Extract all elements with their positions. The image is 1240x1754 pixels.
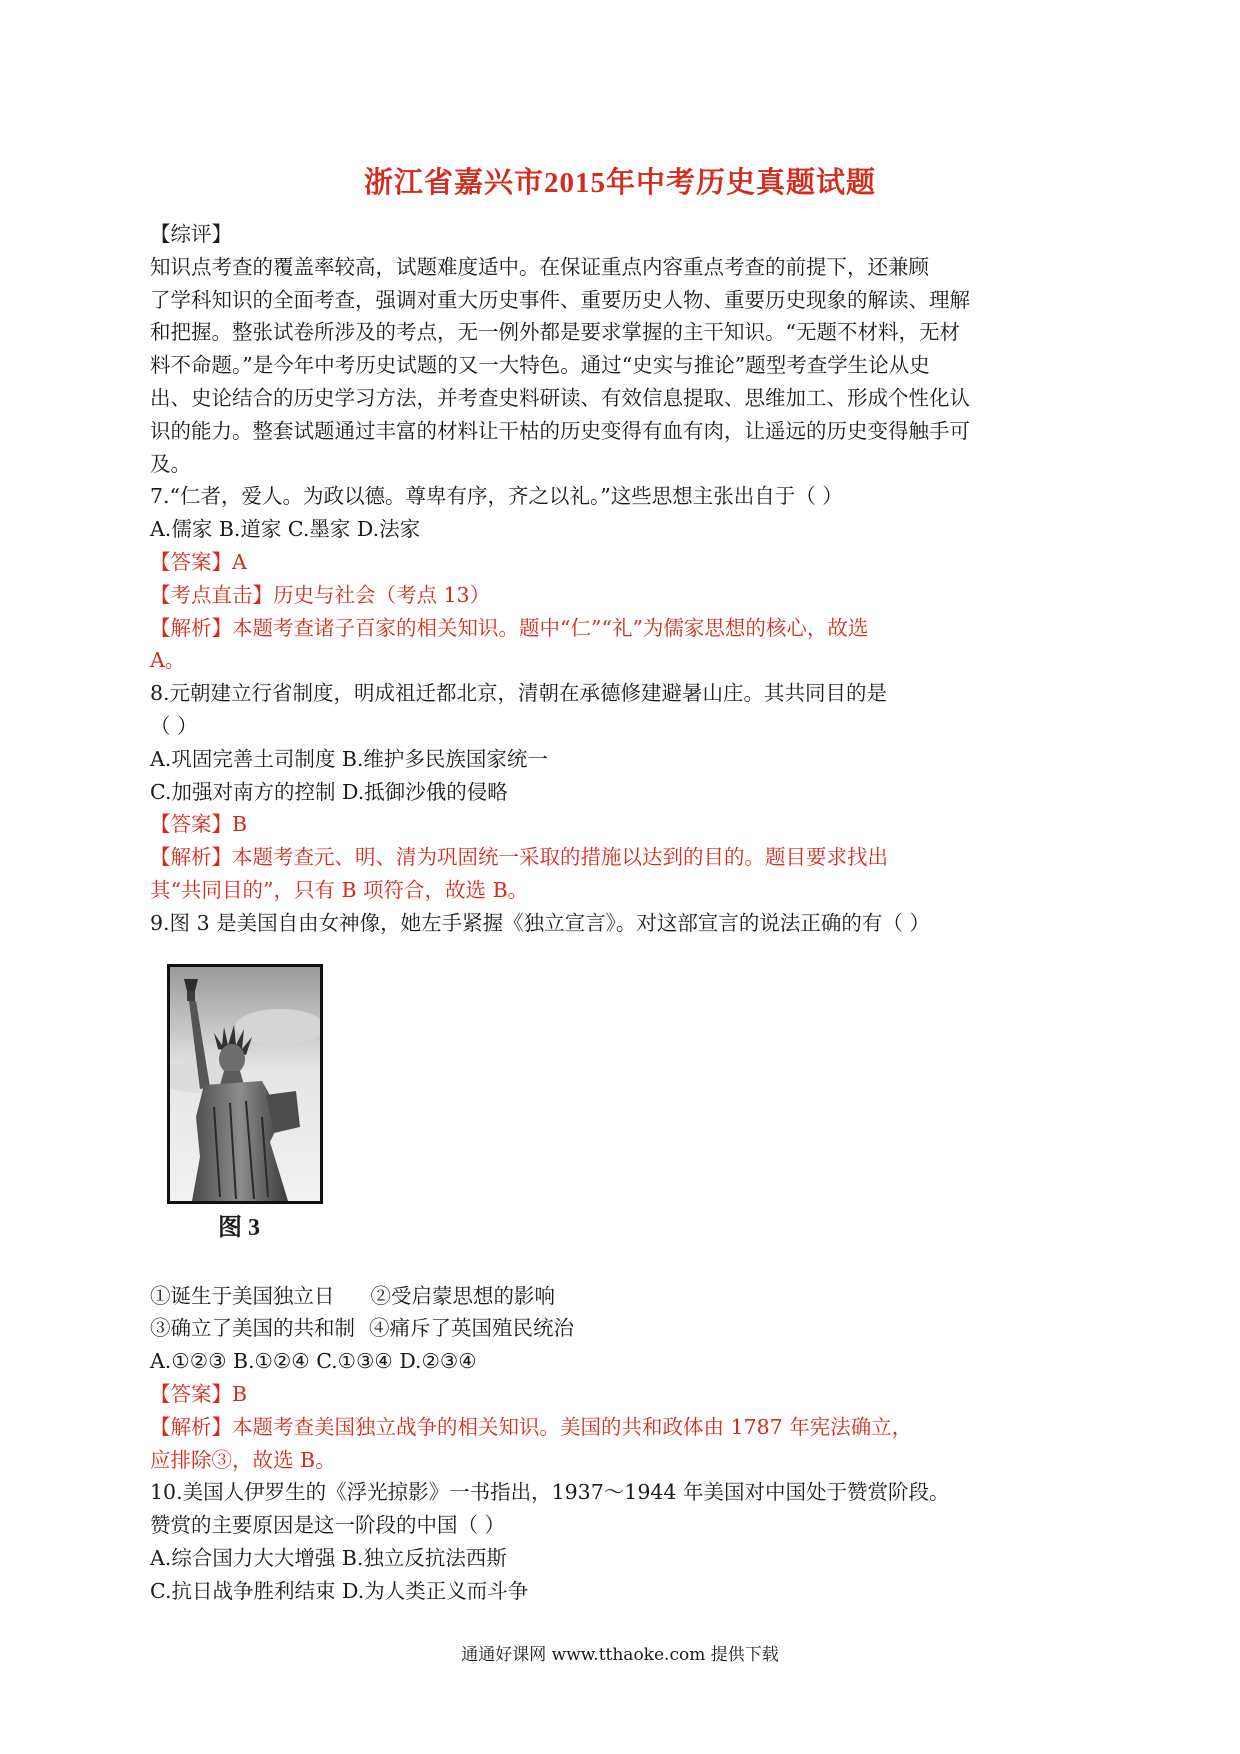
q7-analysis: 【解析】本题考查诸子百家的相关知识。题中“仁”“礼”为儒家思想的核心，故选 (150, 615, 869, 640)
review-line: 了学科知识的全面考查，强调对重大历史事件、重要历史人物、重要历史现象的解读、理解 (150, 287, 970, 312)
q9-statement: ②受启蒙思想的影响 (370, 1283, 555, 1308)
review-line: 及。 (150, 451, 191, 476)
review-line: 和把握。整张试卷所涉及的考点，无一例外都是要求掌握的主干知识。“无题不材料，无材 (150, 320, 960, 345)
q10-stem: 10.美国人伊罗生的《浮光掠影》一书指出，1937～1944 年美国对中国处于赞赏阶段。 (150, 1480, 950, 1505)
q9-options: A.①②③ B.①②④ C.①③④ D.②③④ (150, 1349, 477, 1374)
q9-analysis-cont: 应排除③，故选 B。 (150, 1447, 336, 1472)
figure-3 (150, 940, 1030, 1280)
q7-point: 【考点直击】历史与社会（考点 13） (150, 582, 491, 607)
page-title: 浙江省嘉兴市2015年中考历史真题试题 (363, 167, 876, 199)
statue-of-liberty-image (167, 964, 323, 1204)
q7-answer: 【答案】A (150, 549, 247, 574)
document-body (150, 218, 1030, 1608)
q9-stem: 9.图 3 是美国自由女神像，她左手紧握《独立宣言》。对这部宣言的说法正确的有（ ） (150, 910, 930, 935)
q8-options: A.巩固完善土司制度 B.维护多民族国家统一 (150, 746, 548, 771)
q8-stem-cont: （ ） (150, 713, 198, 738)
q10-options: A.综合国力大大增强 B.独立反抗法西斯 (150, 1545, 507, 1570)
review-line: 料不命题。”是今年中考历史试题的又一大特色。通过“史实与推论”题型考查学生论从史 (150, 353, 930, 378)
q7-options: A.儒家 B.道家 C.墨家 D.法家 (150, 517, 421, 542)
q9-statement: ④痛斥了英国殖民统治 (369, 1316, 574, 1341)
q7-stem: 7.“仁者，爱人。为政以德。尊卑有序，齐之以礼。”这些思想主张出自于（ ） (150, 484, 843, 509)
q10-options: C.抗日战争胜利结束 D.为人类正义而斗争 (150, 1578, 529, 1603)
q8-answer: 【答案】B (150, 812, 248, 837)
q9-analysis: 【解析】本题考查美国独立战争的相关知识。美国的共和政体由 1787 年宪法确立， (150, 1414, 913, 1439)
review-line: 知识点考查的覆盖率较高，试题难度适中。在保证重点内容重点考查的前提下，还兼顾 (150, 254, 929, 279)
q9-statements (150, 1312, 1030, 1345)
page-footer: 通通好课网 www.tthaoke.com 提供下载 (461, 1645, 779, 1665)
review-heading: 【综评】 (150, 222, 232, 246)
q9-statement: ③确立了美国的共和制 (150, 1316, 355, 1341)
review-line: 识的能力。整套试题通过丰富的材料让干枯的历史变得有血有肉，让遥远的历史变得触手可 (150, 418, 970, 443)
q7-analysis-cont: A。 (150, 648, 186, 673)
q8-analysis-cont: 其“共同目的”，只有 B 项符合，故选 B。 (150, 877, 529, 902)
review-line: 出、史论结合的历史学习方法，并考查史料研读、有效信息提取、思维加工、形成个性化认 (150, 385, 970, 410)
q8-options: C.加强对南方的控制 D.抵御沙俄的侵略 (150, 779, 508, 804)
q8-stem: 8.元朝建立行省制度，明成祖迁都北京，清朝在承德修建避暑山庄。其共同目的是 (150, 681, 888, 706)
q9-statements (150, 1280, 1030, 1313)
q8-analysis: 【解析】本题考查元、明、清为巩固统一采取的措施以达到的目的。题目要求找出 (150, 845, 888, 870)
q9-answer: 【答案】B (150, 1381, 248, 1406)
figure-caption: 图 3 (218, 1214, 260, 1241)
q10-stem-cont: 赞赏的主要原因是这一阶段的中国（ ） (150, 1513, 506, 1538)
statue-illustration (170, 967, 320, 1201)
q9-statement: ①诞生于美国独立日 (150, 1283, 335, 1308)
